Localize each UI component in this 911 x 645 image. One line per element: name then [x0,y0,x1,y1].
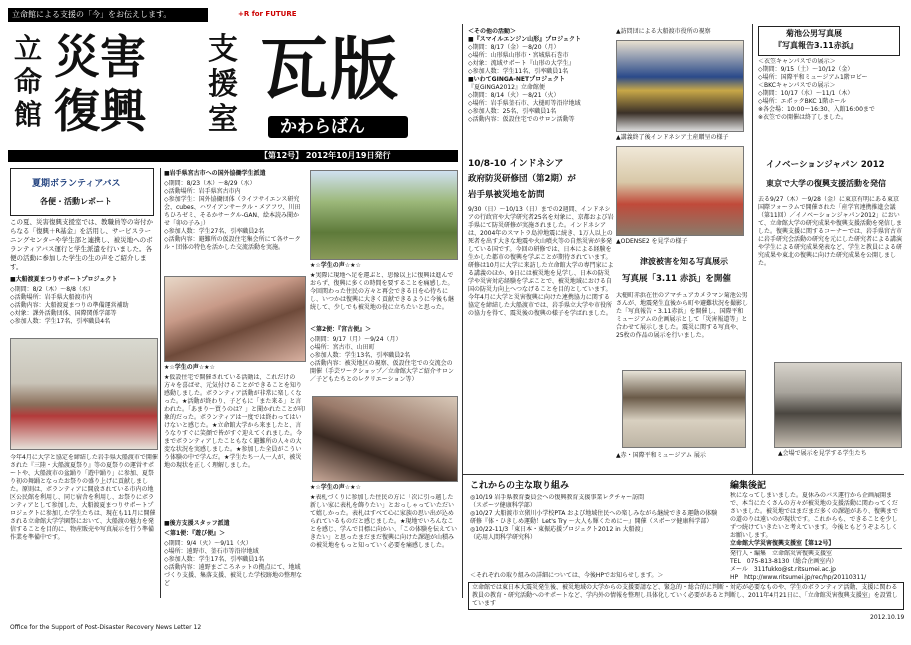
detail-line: ◇活動場所：岩手県大船渡市内 [10,294,93,301]
indonesia-heading-2: 政府防災研修団（第2期）が [468,174,576,184]
kikuchi-heading: 菊池公男写真展 [786,29,842,38]
innovation-body: 去る9/27（木）～9/28（金）に東京有明にある東京国際フォーラムで開催された「産学官連携推進会議（第11回）／イノベーションジャパン2012」において、立命館大学の研究成果や復興支援活動を発信しました。復興支援に関するコーナーでは、岩手県宮古市に岩手研究会活動の研究を元にした研究者による講演や学生による研究成果発表など、学生と教員による研究成果や東北の復興に向けた研究成果を公開しました。 [758,196,903,267]
bottom-divider [462,474,904,475]
photo-caption: ▲講義終了後インドネシア土産贈呈の様子 [616,134,729,141]
detail-line: ◇活動内容：遠野まごころネットの拠点にて、地域づくり支援、集落支援、被災した学校跡地の整理など [164,564,303,587]
detail-line: ◇場所：岩手県釜石市、大槌町等沿岸地域 [468,100,581,107]
detail-line: ※各会場：10:00～16:30、入館16:00まで [758,106,875,113]
detail-line: ◇期間：9/15（土）～10/12（金） [758,66,854,73]
exhibition-photo [622,370,746,448]
staff-details [164,540,306,596]
nameplate-workshop-photo [312,396,458,482]
tsunami-heading-2: 写真展「3.11 赤浜」を開催 [622,274,731,284]
miyako-trip-details [310,336,458,392]
col-divider [462,24,463,598]
detail-line: ◇活動内容：仮設住宅でのサロン活動等 [468,116,575,123]
detail-line: ◇参加人数：学生11名、引率職員1名 [468,68,569,75]
title-right-char: 援 [208,67,238,102]
miyako-trip-title: ＜第2便：『宮古便』＞ [310,326,372,333]
voice3b-body: ★表札づくりに参加した住民の方に「次に引っ越した新しい家に表札を飾りたい」とおっしゃっていただいて嬉しかった。表札はすべて心に家族の思い出が込められているものだと感じました。★現地でいろんなことを感じ、学んで目標に向かい、「この体験を伝えていきたい」と思ったまだまだ復興に向けた課題が山積みの被災地をもっと知っていく必要を痛感しました。 [310,494,458,549]
title-mid [54,30,204,138]
contact-line: TEL 075-813-8130（総合企画室内） [730,558,838,565]
col-divider [160,168,161,598]
detail-line: ◇参加人数：学生17名、引率職員1名 [164,556,265,563]
title-kana: かわらばん [280,117,365,137]
editor-title: 編集後記 [730,481,767,491]
detail-line: ◇活動場所：岩手県宮古市内 [164,188,241,195]
flag-presentation-photo [616,40,744,132]
title-mid-char: 害 [100,30,146,84]
ofunato-festival-photo [10,338,158,450]
footer-text: Office for the Support of Post-Disaster Recovery News Letter 12 [10,624,202,631]
office-memo: 立命館では東日本大震災発生後、被災地域の大学からの支援要請など、緊急的・総合的に判断・対応が必要なものや、学生のボランティア活動、支援に関わる教員の教育・研究活動へのサポートなど、学内外の情報を整理し具体化していく必要があると判断し、2011年4月21日に、「立命館災害復興支援室」を設置しています [468,582,904,610]
detail-line: ◇期間：9/4（火）～9/11（火） [164,540,252,547]
upcoming-item: ◎10/19 岩手県教育委員会への復興教育支援事業レクチャー訪問 [470,494,645,501]
title-mid-char: 興 [100,84,146,138]
innovation-heading: イノベーションジャパン 2012 [766,160,885,170]
masthead [8,28,468,148]
indonesia-body: 9/30（日）～10/13（日）までの2週間、インドネシアの行政官や大学研究者25名を対象に、京都および岩手県にて防災研修が実施されました。インドネシアは、2004年のスマトラ島沖地震に続き、1万人以上の死者を出す大きな地震や火山噴火等の自然災害が多発している国です。今回の研修では、日本による経験を生かした都市の復興を学ぶことが期待されています。研修は10月に大学に来訪した立命館大学の専門家による講義のほか、9日には被災地を見学し、日本の防災学や災害対応経験を学ぶことで、被災地域における自国の防災力向上へつなげることを目的としています。今年4月に大学と災害復興に向けた連携協力に関する協定を締結した大船渡市では、岩手県立大学や市役所の協力を得て、震災後の復興の様子を学ばれました。 [468,206,614,317]
ginga-title: ■いわてGINGA-NETプロジェクト [468,76,565,83]
detail-line: ◇活動内容：避難所の仮設住宅集会所にて各サークル・団体の特色を活かした交流活動を実施。 [164,236,301,251]
photo-caption: ▲赤・国際平和ミュージアム 展示 [616,452,706,459]
detail-line: ◇参加人数：25名、引率職員1名 [468,108,557,115]
issue-date: 【第12号】 2012年10月19日発行 [260,151,391,160]
staff-sub: ＜第1便：『遊び便』＞ [164,530,226,537]
detail-line: ◇参加学生：国外協働団体（ライフサイエンス研究会、cubes、ハワイアンサークル・メアフワ、川田ちひろゼミ、そるかサークル-GAN、絵本読み聞かせ「卯の子み」） [164,196,301,227]
detail-line: ◇場所：遠野市、釜石市等沿岸地域 [164,548,259,555]
logo: +R for FUTURE [238,10,297,18]
ofunato-title: ■大船渡夏まつりサポートプロジェクト [10,276,118,283]
detail-line: ◇期間：8/23（木）～8/29（水） [164,180,256,187]
title-mid-char: 復 [54,84,100,138]
innovation-heading-2: 東京で大学の復興支援活動を発信 [766,179,886,188]
contact-line: 発行人・編集 立命館災害復興支援室 [730,550,833,557]
miyako-title: ■岩手県宮古市への国外協働学生派遣 [164,170,266,177]
detail-line: ◇期間：8/17（金）～8/20（月） [468,44,560,51]
photo-caption: ▲会場で展示を見学する学生たち [778,450,867,457]
upcoming-list [470,494,720,570]
voice-title: ★☆学生の声☆★☆ [164,364,215,371]
tono-field-photo [310,170,458,260]
upcoming-item: ◎10/22-11/3「東日本・東振応援プロジェクト2012 in 大船渡」 [470,526,647,533]
footer-date: 2012.10.19 [870,614,905,621]
odense-visit-photo [616,146,744,236]
booth-photo [774,362,902,448]
voice3b-title: ★☆学生の声☆★☆ [310,484,361,491]
title-big: 瓦版 [260,30,401,110]
upcoming-title: これからの主な取り組み [470,481,570,491]
detail-line: ◇場所：エポックBKC 1階ホール [758,98,847,105]
kikuchi-details [758,58,904,144]
title-left [14,32,44,131]
col-divider [752,24,753,474]
detail-line: ◇対象：流域サポート『山形の大学生』 [468,60,575,67]
voice3-body: ★実際に現地へ足を運ぶと、思像以上に復興は進んでおらず、復興に多くの時間を要することを痛感した。今回関わった住民の方々と再会できる日を心待ちにし、いつかは復興に大きく貢献できるように今後も継続して、少しでも被災地の役に立ちたいと思った。 [310,272,455,311]
title-left-char: 立 [14,32,43,65]
detail-line: ◇活動内容：大船渡夏まつりの準備運営補助 [10,302,129,309]
detail-line: ◇対象：課外活動団体、国際関係学部等 [10,310,117,317]
ofunato-body: 今年4月に大学と協定を締結した岩手県大船渡市で開催された『三陸・大船渡夏祭り』等の夏祭りの運営サポートや、大船渡市の盆踊り「遊中踊り」に参加、夏祭り初の舞踊となったお祭りの盛り上げに貢献しました。原則は、ボランティアに開放されている市内の地区公民館を利用し、同じ宿舎を利用し、お祭りにボランティアとして参加した、大船渡夏まつりサポートプロジェクトに参加した学生たちは、現在も11月に開催される立命館大学学園祭において、大船渡の魅力を発信することを目的に、物産販売や写真展示を行う準備作業を準備中です。 [10,454,158,541]
ofunato-details [10,286,158,332]
smile-title: ■『スマイルエンジン山形』プロジェクト [468,36,582,43]
title-mid-char: 災 [54,30,100,84]
title-right-char: 室 [208,102,238,137]
issue-bar [8,150,458,162]
detail-line: ◇活動内容：被災地区の視察、仮設住宅での交流会の開催（手芸ワークショップ／立命館大学ご紹介サロン／子どもたちとのレクリエーション等） [310,360,454,383]
detail-line: ◇参加人数：学生27名、引率職員2名 [164,228,265,235]
detail-line: ※衣笠での開催は終了しました。 [758,114,848,121]
detail-line: ◇場所：宮古市、山田町 [310,344,375,351]
indonesia-heading-3: 岩手県被災地を訪問 [468,190,545,200]
detail-line: ◇場所：国際平和ミュージアム1階ロビー [758,74,868,81]
tagline: 立命館による支援の「今」をお伝えします。 [12,10,172,19]
summer-heading-2: 各便・活動レポート [40,197,112,206]
staff-title: ■後方支援スタッフ派遣 [164,520,230,527]
contact-line: メール 311fukko@st.ritsumei.ac.jp [730,566,836,573]
title-left-char: 館 [14,98,43,131]
upcoming-item: （スポーツ健康科学部） [470,502,536,509]
voice-body: ★仮設住宅で開催されている活動は、これだけの方々を喜ばせ、元気付けることができることを知り感動しました。ボランティア活動が非常に楽しくなった。★活動が終わり、子どもに「また来る」と言われた。「あまり～買うのは？」と聞かれたことが印象的だった。ボランティアは一度では終わってはいけないと感じた。★立命館大学から来ましたと、言うなりすぐに笑顔で皆がすぐ迎えてくれました。今までボランティアしたこともなく避難所の人々の大変な状況を実感しました。★参加した全員がこういう体験の中で学んだ。★学生たち一人一人が、被災地の現状を正しく理解しました。 [164,374,306,469]
detail-line: ◇期間：10/17（水）～11/1（木） [758,90,854,97]
indonesia-heading: 10/8-10 インドネシア [468,159,564,169]
detail-line: ◇参加人数：学生17名、引率職員4名 [10,318,111,325]
contact-details [730,550,902,582]
upcoming-note: ＜それぞれの取り組みの詳細については、今後HPでお知らせします。＞ [470,572,664,579]
detail-line: ＜衣笠キャンパスでの展示＞ [758,58,836,65]
voice3-title: ★☆学生の声☆★☆ [310,262,361,269]
kikuchi-heading-2: 『写真報告3.11赤浜』 [774,41,858,50]
ginga-sub: 『夏GINGA2012』立命館便 [468,84,545,91]
tsunami-body: 大槌町赤浜在住のアマチュアカメラマン菊池公男さんが、地震発生直後から町や避難状況を撮影した「写真報告・3.11赤浜」を開催し、国際平和ミュージアムの企画展示として「災害報道等」と合わせて展示しました。震災に関する写真や、25枚の作品の展示を行いました。 [616,292,748,339]
summer-heading-1: 夏期ボランティアバス [32,179,121,189]
miyako-salon-photo [164,276,306,362]
editor-body: 秋になってしまいました。夏休みのバス運行から企画展開まで、本当にたくさんの方々が被災地の支援活動に関わってくださいました。被災地ではまだまだ多くの課題があり、復興までの道のりは遠いのが現状です。これからも、できることを少しずつ続けていきたいと考えています。今後ともどうぞよろしくお願いします。 [730,492,899,539]
other-title: ＜その他の活動＞ [468,28,517,35]
detail-line: ◇期間：8/14（火）～8/21（火） [468,92,560,99]
photo-caption: ▲ODENSE2 を見学の様子 [616,238,688,245]
detail-line: ◇参加人数：学生13名、引率職員2名 [310,352,411,359]
tsunami-heading: 津波被害を知る写真展示 [640,257,728,266]
title-right [208,32,242,137]
upcoming-item: ◎10/27 大船渡市立猪川小学校PTA および地域住民への楽しみながら継続できる運動の体験研修『体・ひきしめ運動！Let's Try ～大人も輝くために～』開催（スポーツ健康科学部） [470,510,718,525]
contact-title: 立命館大学災害復興支援室【第12号】 [730,540,902,549]
miyako-details [164,180,304,272]
upcoming-item: （応用人間科学研究科） [470,534,537,541]
summer-intro: この夏、災害復興支援室では、教職員等の寄付からなる「復興＋R基金」を活用し、サービスラーニングセンターや学生部と連携し、被災地へのボランティアバス運行と学生派遣を行いました。各便の活動に参加した学生の生の声をご紹介します。 [10,218,153,271]
title-left-char: 命 [14,65,43,98]
photo-caption: ▲訪問団による大船渡市役所の視察 [616,28,711,35]
detail-line: ◇期間：9/17（月）～9/24（月） [310,336,402,343]
other-activities [468,28,610,150]
detail-line: ◇場所：山形県山形市・宮城県石巻市 [468,52,569,59]
detail-line: ◇期間：8/2（木）～8/8（水） [10,286,94,293]
title-right-char: 支 [208,32,238,67]
contact-line: HP http://www.ritsumei.jp/rec/hp/20110311/ [730,574,867,581]
detail-line: ＜BKCキャンパスでの展示＞ [758,82,836,89]
